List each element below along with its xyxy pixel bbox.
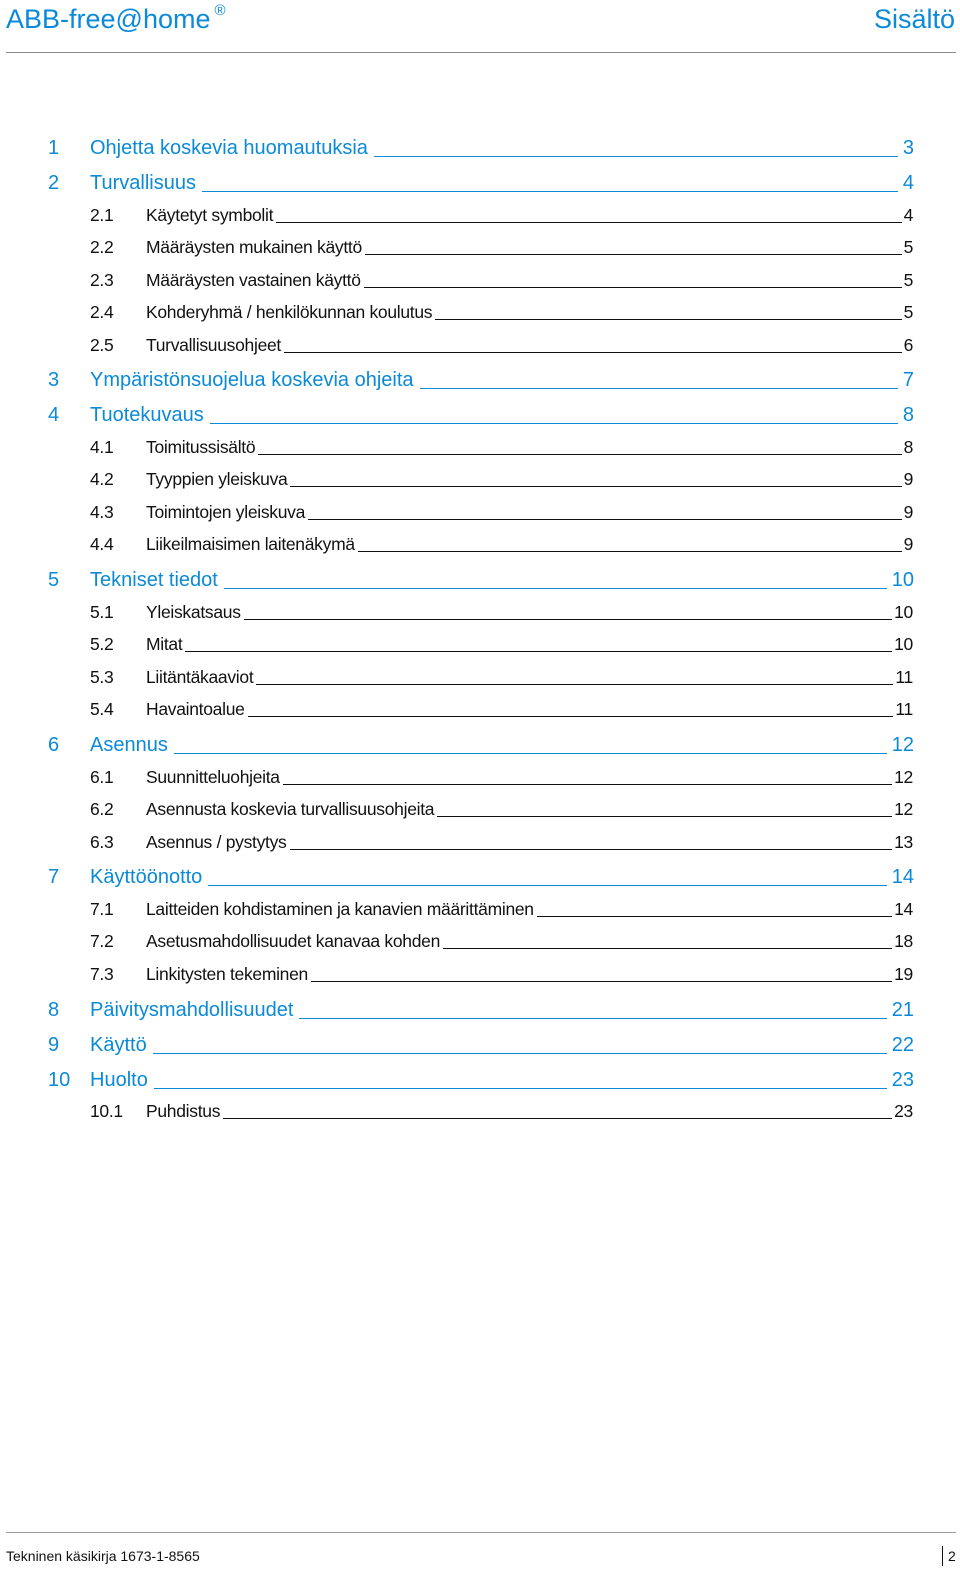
- toc-entry-title: Tekniset tiedot: [90, 569, 218, 591]
- toc-entry-chapter[interactable]: [0, 990, 960, 1022]
- toc-entry-title: Tyyppien yleiskuva: [146, 469, 288, 489]
- toc-entry-section[interactable]: [0, 462, 960, 490]
- toc-entry-title: Käyttö: [90, 1034, 147, 1056]
- toc-leader-line: [420, 388, 898, 389]
- toc-entry-chapter[interactable]: [0, 857, 960, 889]
- toc-leader-line: [365, 254, 902, 255]
- toc-entry-title: Käytetyt symbolit: [146, 205, 274, 225]
- toc-leader-line: [224, 588, 887, 589]
- toc-entry-page: 9: [903, 502, 913, 522]
- toc-entry-section[interactable]: [0, 1094, 960, 1122]
- brand-title: [6, 4, 226, 35]
- toc-entry-page: 23: [891, 1069, 914, 1091]
- toc-entry-title: Turvallisuusohjeet: [146, 335, 281, 355]
- toc-entry-page: 22: [891, 1034, 914, 1056]
- toc-entry-page: 9: [903, 469, 913, 489]
- toc-entry-number: 2.2: [90, 237, 114, 257]
- toc-entry-chapter[interactable]: [0, 560, 960, 592]
- toc-entry-title: Toimitussisältö: [146, 437, 256, 457]
- toc-entry-number: 4.2: [90, 469, 114, 489]
- toc-entry-number: 2.3: [90, 270, 114, 290]
- toc-leader-line: [154, 1088, 887, 1089]
- header-divider: [6, 52, 956, 53]
- toc-entry-title: Mitat: [146, 634, 183, 654]
- toc-entry-chapter[interactable]: [0, 1025, 960, 1057]
- footer-divider: [6, 1532, 956, 1533]
- toc-leader-line: [290, 849, 893, 850]
- toc-entry-section[interactable]: [0, 825, 960, 853]
- toc-entry-section[interactable]: [0, 198, 960, 226]
- toc-entry-title: Asennusta koskevia turvallisuusohjeita: [146, 799, 435, 819]
- toc-entry-number: 5.2: [90, 634, 114, 654]
- toc-entry-title: Liikeilmaisimen laitenäkymä: [146, 534, 355, 554]
- toc-entry-section[interactable]: [0, 527, 960, 555]
- toc-entry-number: 2.5: [90, 335, 114, 355]
- toc-entry-page: 14: [894, 899, 913, 919]
- toc-leader-line: [248, 716, 894, 717]
- toc-entry-page: 19: [894, 964, 913, 984]
- footer-document-title: Tekninen käsikirja 1673-1-8565: [6, 1548, 200, 1564]
- toc-leader-line: [435, 319, 901, 320]
- toc-entry-number: 2.1: [90, 205, 114, 225]
- toc-entry-number: 5.4: [90, 699, 114, 719]
- toc-entry-number: 10: [48, 1069, 71, 1091]
- toc-leader-line: [210, 423, 898, 424]
- registered-mark: ®: [214, 2, 226, 19]
- toc-entry-number: 3: [48, 369, 60, 391]
- page-header: [0, 0, 960, 56]
- toc-entry-chapter[interactable]: [0, 163, 960, 195]
- toc-entry-page: 10: [894, 634, 913, 654]
- toc-entry-title: Liitäntäkaaviot: [146, 667, 254, 687]
- toc-entry-number: 4.4: [90, 534, 114, 554]
- toc-entry-title: Turvallisuus: [90, 172, 196, 194]
- toc-entry-chapter[interactable]: [0, 395, 960, 427]
- toc-entry-page: 21: [891, 999, 914, 1021]
- toc-entry-number: 5.3: [90, 667, 114, 687]
- footer-page-number: 2: [948, 1548, 956, 1564]
- toc-entry-section[interactable]: [0, 892, 960, 920]
- toc-entry-number: 7.2: [90, 931, 114, 951]
- toc-leader-line: [374, 156, 898, 157]
- toc-entry-number: 6.2: [90, 799, 114, 819]
- toc-entry-page: 11: [895, 667, 913, 687]
- toc-leader-line: [290, 486, 901, 487]
- toc-entry-title: Kohderyhmä / henkilökunnan koulutus: [146, 302, 433, 322]
- toc-leader-line: [308, 519, 902, 520]
- toc-entry-page: 8: [903, 437, 913, 457]
- toc-leader-line: [174, 753, 887, 754]
- toc-entry-number: 6.3: [90, 832, 114, 852]
- toc-entry-page: 4: [902, 172, 914, 194]
- toc-entry-number: 7.3: [90, 964, 114, 984]
- toc-entry-page: 9: [903, 534, 913, 554]
- toc-entry-number: 4: [48, 404, 60, 426]
- toc-entry-title: Määräysten mukainen käyttö: [146, 237, 362, 257]
- toc-entry-number: 9: [48, 1034, 60, 1056]
- toc-leader-line: [537, 916, 892, 917]
- toc-leader-line: [364, 287, 902, 288]
- toc-entry-section[interactable]: [0, 495, 960, 523]
- toc-leader-line: [311, 981, 892, 982]
- toc-entry-page: 12: [894, 799, 913, 819]
- toc-leader-line: [185, 651, 892, 652]
- toc-entry-number: 1: [48, 137, 60, 159]
- toc-entry-section[interactable]: [0, 430, 960, 458]
- toc-entry-number: 5.1: [90, 602, 114, 622]
- toc-entry-page: 5: [903, 302, 913, 322]
- toc-entry-number: 7: [48, 866, 60, 888]
- toc-entry-section[interactable]: [0, 792, 960, 820]
- toc-entry-title: Yleiskatsaus: [146, 602, 241, 622]
- toc-entry-title: Ohjetta koskevia huomautuksia: [90, 137, 368, 159]
- toc-entry-number: 4.3: [90, 502, 114, 522]
- toc-entry-title: Huolto: [90, 1069, 148, 1091]
- toc-entry-page: 14: [891, 866, 914, 888]
- toc-entry-page: 5: [903, 237, 913, 257]
- toc-entry-page: 6: [903, 335, 913, 355]
- toc-leader-line: [153, 1053, 887, 1054]
- toc-entry-section[interactable]: [0, 660, 960, 688]
- toc-entry-page: 10: [891, 569, 914, 591]
- toc-leader-line: [256, 684, 893, 685]
- toc-entry-section[interactable]: [0, 230, 960, 258]
- toc-entry-title: Tuotekuvaus: [90, 404, 204, 426]
- toc-entry-title: Suunnitteluohjeita: [146, 767, 280, 787]
- toc-leader-line: [299, 1018, 886, 1019]
- toc-leader-line: [202, 191, 898, 192]
- toc-leader-line: [283, 784, 892, 785]
- toc-entry-title: Määräysten vastainen käyttö: [146, 270, 361, 290]
- toc-entry-page: 5: [903, 270, 913, 290]
- toc-entry-title: Laitteiden kohdistaminen ja kanavien määrittäminen: [146, 899, 534, 919]
- toc-entry-number: 6: [48, 734, 60, 756]
- toc-entry-page: 8: [902, 404, 914, 426]
- toc-entry-section[interactable]: [0, 627, 960, 655]
- toc-entry-chapter[interactable]: [0, 725, 960, 757]
- toc-leader-line: [437, 816, 892, 817]
- toc-leader-line: [358, 551, 902, 552]
- toc-entry-title: Ympäristönsuojelua koskevia ohjeita: [90, 369, 414, 391]
- toc-entry-title: Linkitysten tekeminen: [146, 964, 308, 984]
- toc-entry-page: 10: [894, 602, 913, 622]
- toc-entry-number: 4.1: [90, 437, 114, 457]
- toc-entry-title: Päivitysmahdollisuudet: [90, 999, 294, 1021]
- toc-leader-line: [244, 619, 892, 620]
- toc-entry-number: 6.1: [90, 767, 114, 787]
- toc-entry-chapter[interactable]: [0, 1060, 960, 1092]
- toc-entry-section[interactable]: [0, 760, 960, 788]
- toc-entry-section[interactable]: [0, 957, 960, 985]
- toc-leader-line: [223, 1118, 892, 1119]
- toc-leader-line: [258, 454, 901, 455]
- toc-leader-line: [284, 352, 902, 353]
- toc-entry-section[interactable]: [0, 263, 960, 291]
- toc-leader-line: [208, 885, 886, 886]
- toc-entry-title: Käyttöönotto: [90, 866, 203, 888]
- toc-entry-page: 12: [891, 734, 914, 756]
- toc-entry-chapter[interactable]: [0, 360, 960, 392]
- toc-entry-section[interactable]: [0, 692, 960, 720]
- toc-leader-line: [443, 948, 892, 949]
- toc-leader-line: [276, 222, 901, 223]
- footer-separator: [942, 1546, 943, 1566]
- toc-entry-page: 23: [894, 1101, 913, 1121]
- toc-entry-page: 18: [894, 931, 913, 951]
- section-title: Sisältö: [873, 4, 955, 34]
- toc-entry-page: 3: [902, 137, 914, 159]
- toc-entry-number: 2: [48, 172, 60, 194]
- toc-entry-number: 7.1: [90, 899, 114, 919]
- toc-entry-title: Asennus: [90, 734, 168, 756]
- toc-entry-page: 11: [895, 699, 913, 719]
- toc-entry-page: 12: [894, 767, 913, 787]
- toc-entry-page: 7: [902, 369, 914, 391]
- toc-entry-chapter[interactable]: [0, 128, 960, 160]
- toc-entry-number: 8: [48, 999, 60, 1021]
- toc-entry-title: Havaintoalue: [146, 699, 245, 719]
- toc-entry-page: 13: [894, 832, 913, 852]
- toc-entry-title: Toimintojen yleiskuva: [146, 502, 306, 522]
- toc-entry-title: Asetusmahdollisuudet kanavaa kohden: [146, 931, 441, 951]
- toc-entry-title: Asennus / pystytys: [146, 832, 287, 852]
- toc-entry-number: 5: [48, 569, 60, 591]
- brand-name: ABB-free@home: [6, 4, 211, 34]
- toc-entry-title: Puhdistus: [146, 1101, 221, 1121]
- toc-entry-section[interactable]: [0, 595, 960, 623]
- toc-entry-section[interactable]: [0, 328, 960, 356]
- toc-entry-number: 10.1: [90, 1101, 123, 1121]
- toc-entry-number: 2.4: [90, 302, 114, 322]
- toc-entry-section[interactable]: [0, 924, 960, 952]
- toc-entry-page: 4: [903, 205, 913, 225]
- toc-entry-section[interactable]: [0, 295, 960, 323]
